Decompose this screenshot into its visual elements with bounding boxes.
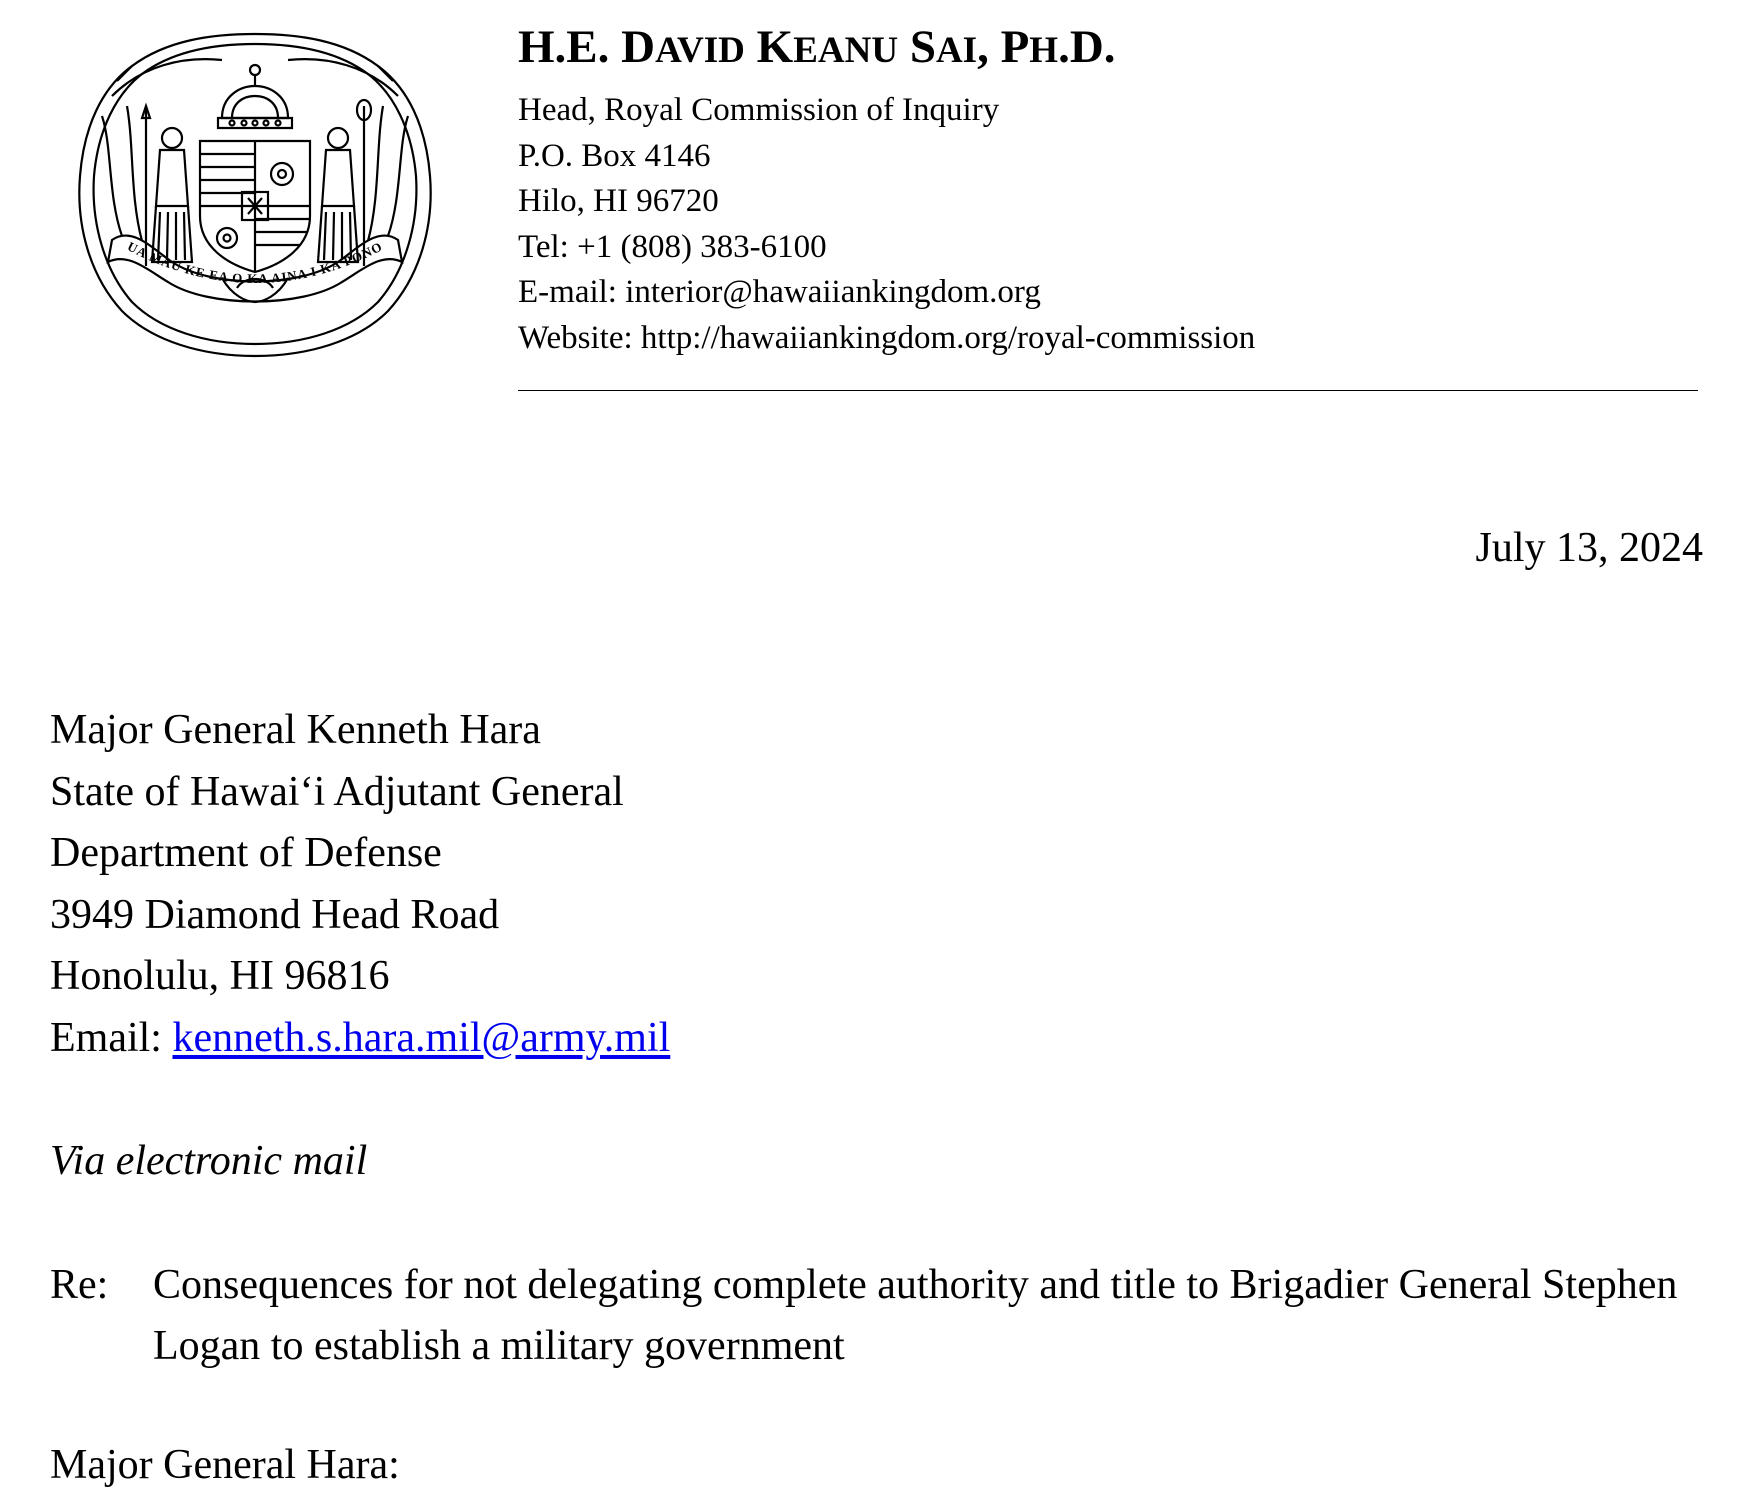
salutation: Major General Hara: [50,1442,400,1488]
letterhead [518,18,1698,361]
recipient-address [50,700,670,1069]
subject-label: Re: [50,1262,109,1308]
sender-phone: Tel: +1 (808) 383-6100 [518,228,827,265]
recipient-street: 3949 Diamond Head Road [50,891,500,938]
recipient-title: State of Hawaiʻi Adjutant General [50,768,624,815]
seal-motto: UA MAU KE EA O KA AINA I KA PONO [124,238,386,287]
coat-of-arms-seal [72,26,438,362]
recipient-department: Department of Defense [50,830,442,876]
sender-title: Head, Royal Commission of Inquiry [518,92,1000,128]
sender-name: H.E. DAVID KEANU SAI, PH.D. [518,21,1116,73]
delivery-method: Via electronic mail [50,1138,368,1184]
recipient-email-line [50,1008,670,1070]
sender-website: Website: http://hawaiiankingdom.org/royal-commission [518,319,1256,356]
recipient-email-link[interactable]: kenneth.s.hara.mil@army.mil [172,1014,671,1061]
letter-date: July 13, 2024 [1475,525,1703,571]
sender-city: Hilo, HI 96720 [518,183,719,219]
recipient-name: Major General Kenneth Hara [50,707,541,753]
sender-email: E-mail: interior@hawaiiankingdom.org [518,274,1041,310]
recipient-city: Honolulu, HI 96816 [50,953,390,999]
letterhead-divider [518,390,1698,391]
recipient-email-label: Email: [50,1014,173,1061]
sender-po-box: P.O. Box 4146 [518,137,711,174]
subject-text: Consequences for not delegating complete authority and title to Brigadier General Stephen Logan to establish a military government [153,1262,1678,1369]
